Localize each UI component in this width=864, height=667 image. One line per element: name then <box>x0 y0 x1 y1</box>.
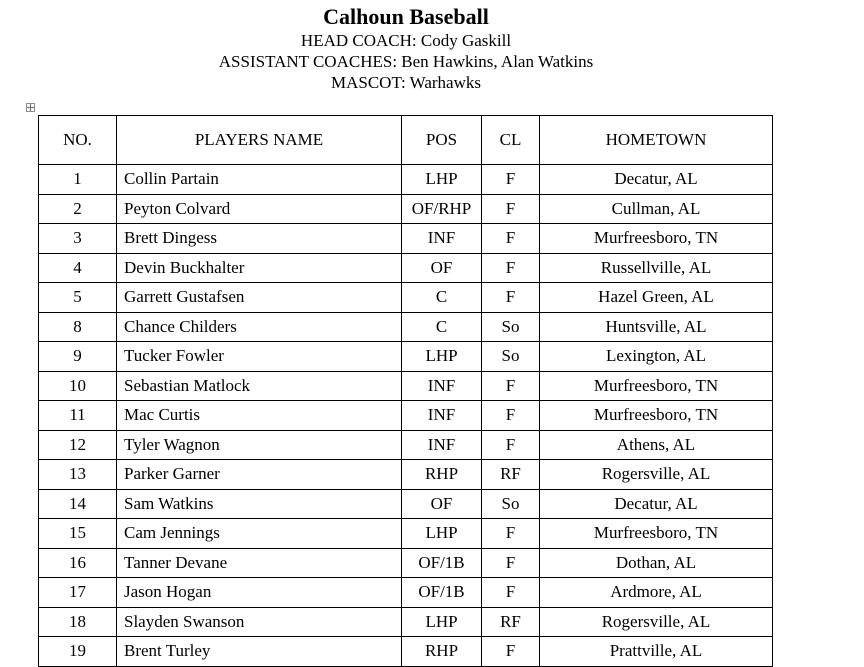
table-row <box>39 371 773 401</box>
table-row <box>39 342 773 372</box>
player-class: F <box>482 371 540 401</box>
player-hometown: Hazel Green, AL <box>540 283 773 313</box>
player-name: Chance Childers <box>117 312 402 342</box>
player-class: F <box>482 283 540 313</box>
player-name: Peyton Colvard <box>117 194 402 224</box>
player-position: LHP <box>402 607 482 637</box>
player-name: Cam Jennings <box>117 519 402 549</box>
player-hometown: Rogersville, AL <box>540 607 773 637</box>
table-row <box>39 224 773 254</box>
player-position: LHP <box>402 519 482 549</box>
player-class: F <box>482 194 540 224</box>
table-row <box>39 430 773 460</box>
table-header-row <box>39 116 773 165</box>
column-header-hometown: HOMETOWN <box>540 116 773 165</box>
player-number: 2 <box>39 194 117 224</box>
document-header <box>0 4 812 93</box>
table-row <box>39 460 773 490</box>
player-number: 8 <box>39 312 117 342</box>
player-class: So <box>482 312 540 342</box>
player-class: RF <box>482 607 540 637</box>
player-name: Sam Watkins <box>117 489 402 519</box>
move-arrows-icon[interactable] <box>26 103 35 112</box>
player-number: 3 <box>39 224 117 254</box>
mascot-line: MASCOT: Warhawks <box>331 73 481 92</box>
assistant-coaches-line: ASSISTANT COACHES: Ben Hawkins, Alan Watkins <box>218 52 594 71</box>
player-hometown: Decatur, AL <box>540 165 773 195</box>
player-number: 15 <box>39 519 117 549</box>
player-number: 19 <box>39 637 117 667</box>
player-position: RHP <box>402 460 482 490</box>
player-class: So <box>482 342 540 372</box>
table-row <box>39 489 773 519</box>
player-class: F <box>482 165 540 195</box>
table-row <box>39 607 773 637</box>
table-row <box>39 548 773 578</box>
player-hometown: Murfreesboro, TN <box>540 371 773 401</box>
head-coach-line: HEAD COACH: Cody Gaskill <box>300 31 512 50</box>
roster-body <box>39 165 773 667</box>
player-number: 17 <box>39 578 117 608</box>
player-position: INF <box>402 430 482 460</box>
player-position: OF <box>402 489 482 519</box>
table-row <box>39 578 773 608</box>
player-class: F <box>482 253 540 283</box>
player-hometown: Murfreesboro, TN <box>540 401 773 431</box>
player-position: LHP <box>402 342 482 372</box>
player-class: F <box>482 637 540 667</box>
player-number: 13 <box>39 460 117 490</box>
player-class: F <box>482 430 540 460</box>
player-name: Collin Partain <box>117 165 402 195</box>
player-position: OF <box>402 253 482 283</box>
table-row <box>39 637 773 667</box>
player-hometown: Athens, AL <box>540 430 773 460</box>
player-name: Devin Buckhalter <box>117 253 402 283</box>
player-hometown: Rogersville, AL <box>540 460 773 490</box>
player-number: 16 <box>39 548 117 578</box>
player-name: Jason Hogan <box>117 578 402 608</box>
player-position: C <box>402 283 482 313</box>
player-hometown: Murfreesboro, TN <box>540 519 773 549</box>
player-number: 18 <box>39 607 117 637</box>
column-header-player-name: PLAYERS NAME <box>117 116 402 165</box>
player-class: F <box>482 578 540 608</box>
column-header-position: POS <box>402 116 482 165</box>
player-hometown: Russellville, AL <box>540 253 773 283</box>
player-class: F <box>482 224 540 254</box>
player-hometown: Murfreesboro, TN <box>540 224 773 254</box>
table-row <box>39 283 773 313</box>
player-name: Tucker Fowler <box>117 342 402 372</box>
table-row <box>39 253 773 283</box>
player-hometown: Lexington, AL <box>540 342 773 372</box>
roster-table <box>38 115 773 667</box>
player-hometown: Huntsville, AL <box>540 312 773 342</box>
column-header-no: NO. <box>39 116 117 165</box>
player-number: 5 <box>39 283 117 313</box>
table-row <box>39 519 773 549</box>
document-title: Calhoun Baseball <box>323 4 489 29</box>
player-name: Tanner Devane <box>117 548 402 578</box>
player-position: INF <box>402 401 482 431</box>
player-position: INF <box>402 224 482 254</box>
table-row <box>39 165 773 195</box>
player-position: OF/1B <box>402 548 482 578</box>
player-hometown: Dothan, AL <box>540 548 773 578</box>
player-hometown: Cullman, AL <box>540 194 773 224</box>
table-row <box>39 312 773 342</box>
player-name: Brett Dingess <box>117 224 402 254</box>
player-number: 14 <box>39 489 117 519</box>
player-position: RHP <box>402 637 482 667</box>
table-row <box>39 401 773 431</box>
player-hometown: Prattville, AL <box>540 637 773 667</box>
player-hometown: Decatur, AL <box>540 489 773 519</box>
player-class: F <box>482 519 540 549</box>
player-name: Brent Turley <box>117 637 402 667</box>
player-number: 9 <box>39 342 117 372</box>
player-number: 10 <box>39 371 117 401</box>
player-name: Slayden Swanson <box>117 607 402 637</box>
player-position: OF/1B <box>402 578 482 608</box>
player-name: Sebastian Matlock <box>117 371 402 401</box>
player-number: 12 <box>39 430 117 460</box>
player-number: 11 <box>39 401 117 431</box>
player-name: Garrett Gustafsen <box>117 283 402 313</box>
player-name: Tyler Wagnon <box>117 430 402 460</box>
player-class: F <box>482 548 540 578</box>
player-class: F <box>482 401 540 431</box>
column-header-class: CL <box>482 116 540 165</box>
player-number: 1 <box>39 165 117 195</box>
table-row <box>39 194 773 224</box>
player-class: RF <box>482 460 540 490</box>
player-position: OF/RHP <box>402 194 482 224</box>
player-position: LHP <box>402 165 482 195</box>
player-position: C <box>402 312 482 342</box>
player-name: Parker Garner <box>117 460 402 490</box>
player-class: So <box>482 489 540 519</box>
player-number: 4 <box>39 253 117 283</box>
player-name: Mac Curtis <box>117 401 402 431</box>
player-position: INF <box>402 371 482 401</box>
player-hometown: Ardmore, AL <box>540 578 773 608</box>
